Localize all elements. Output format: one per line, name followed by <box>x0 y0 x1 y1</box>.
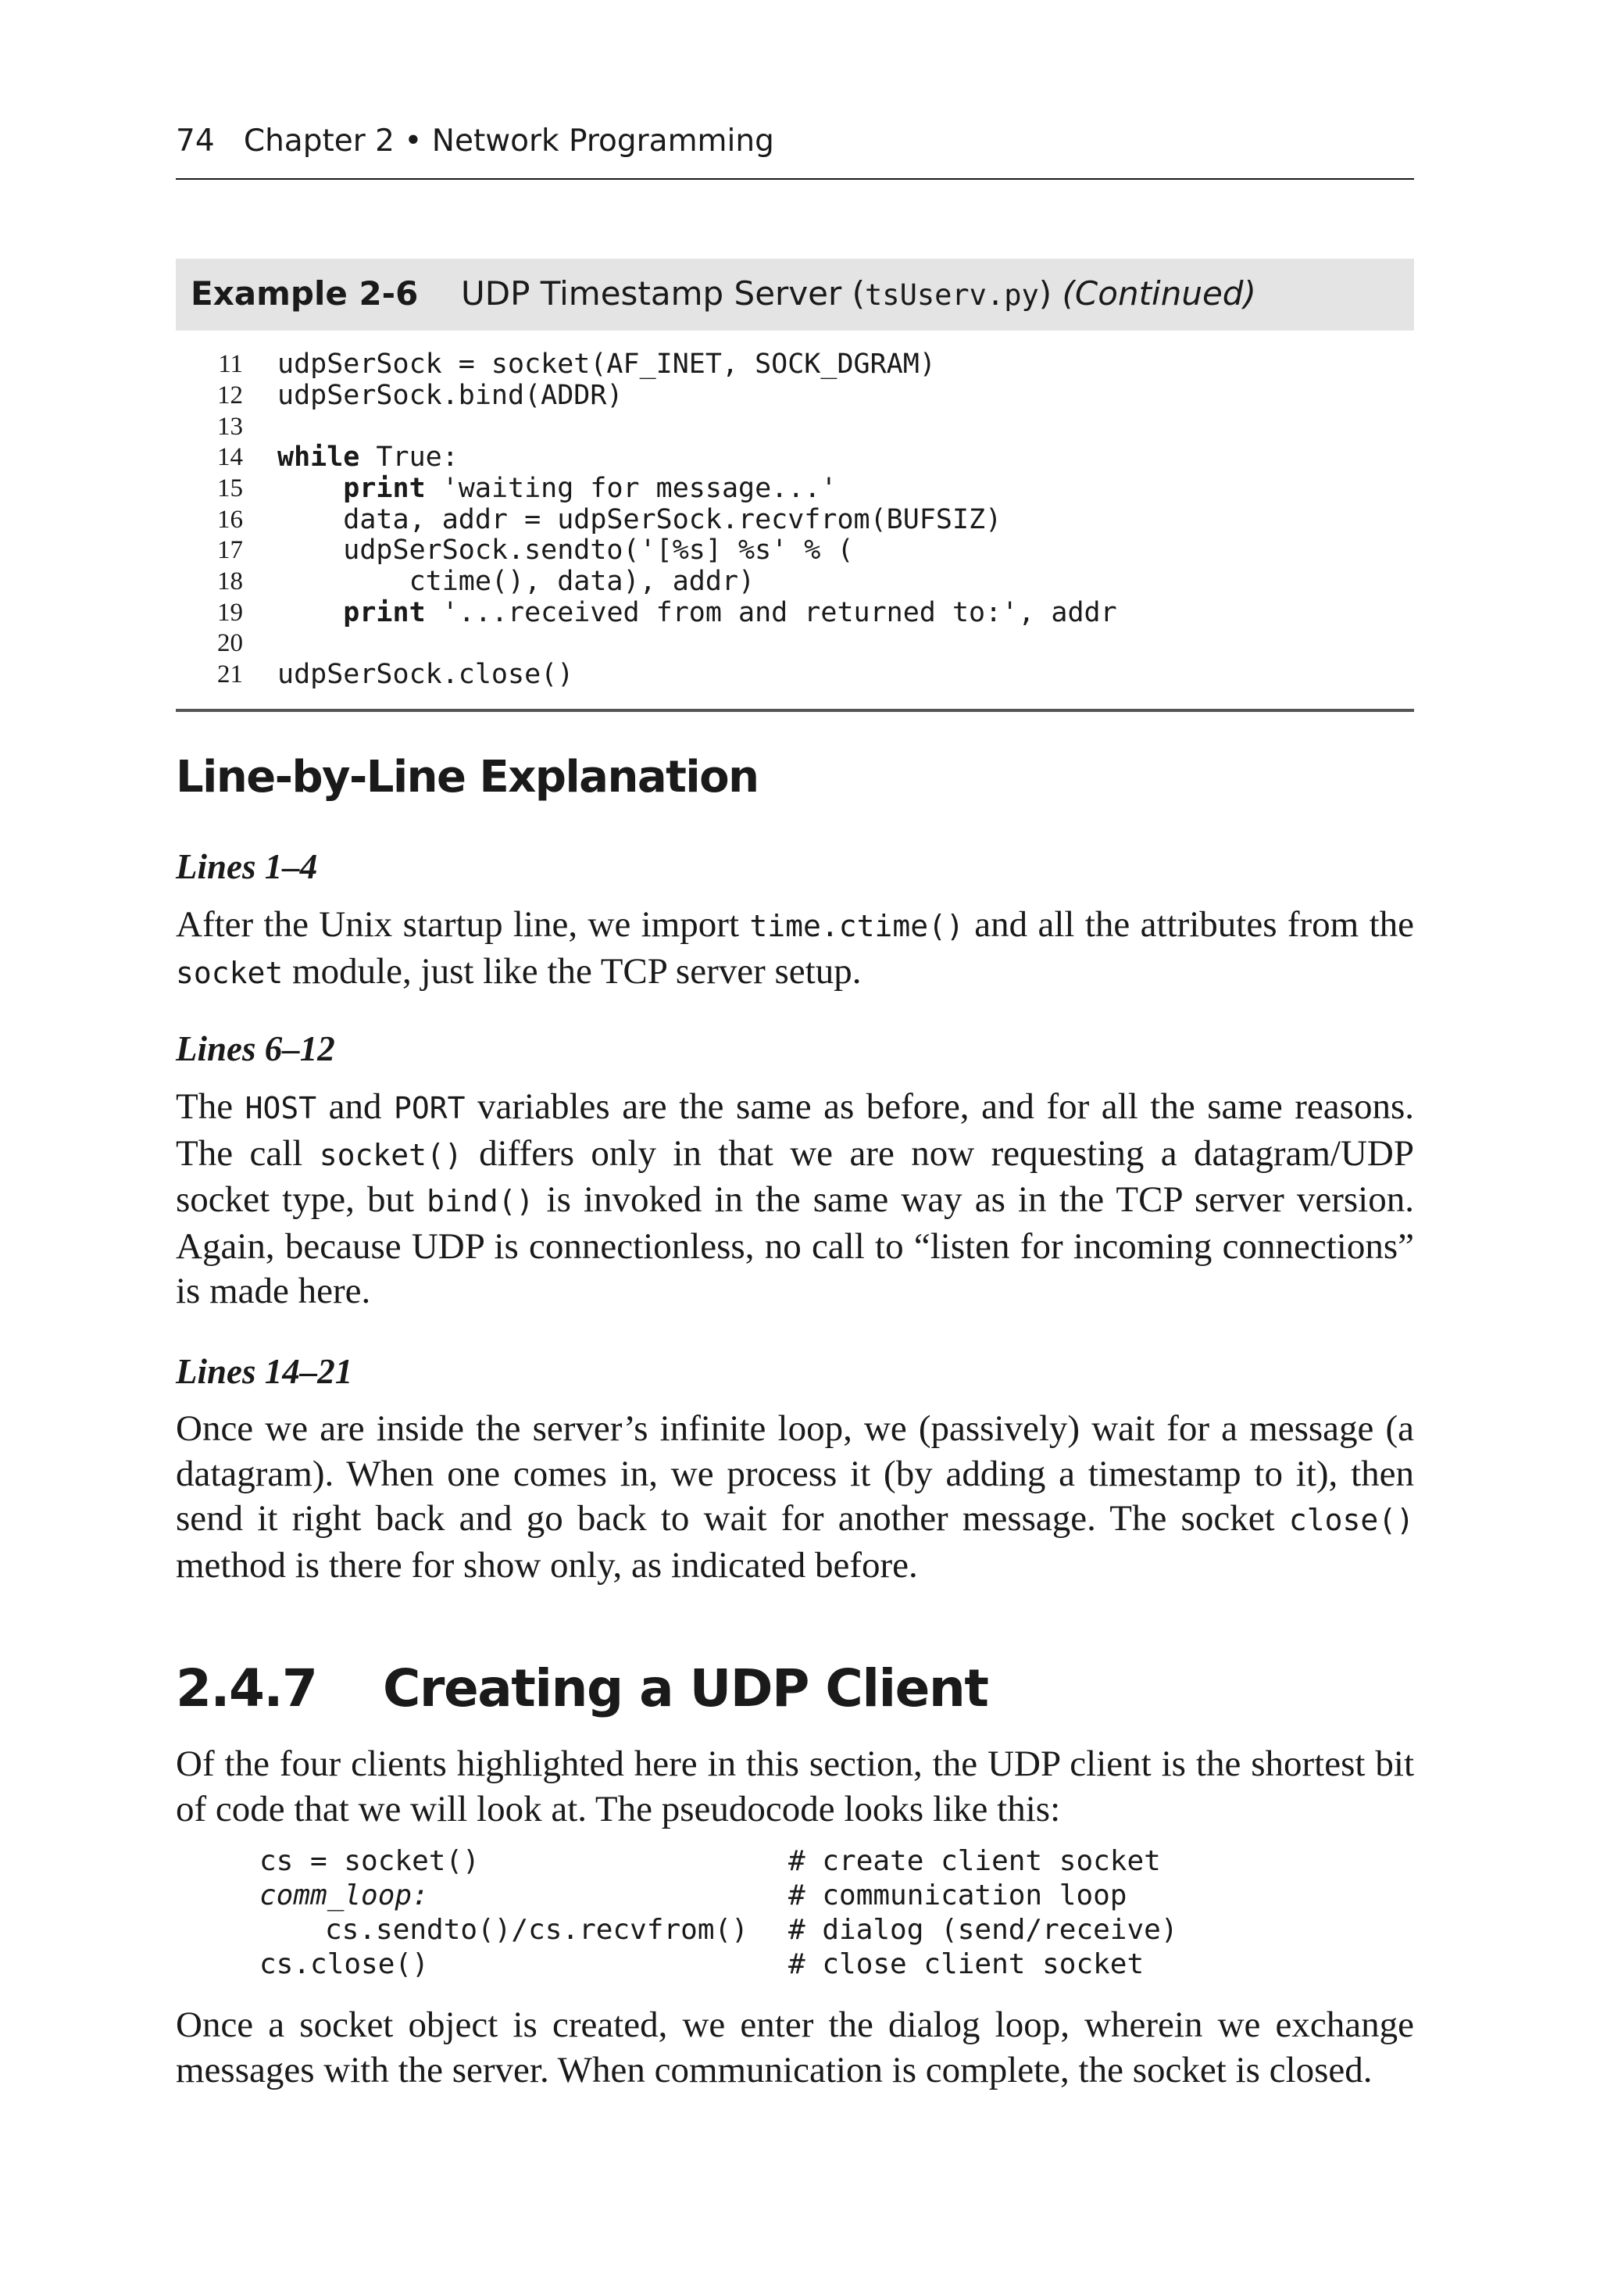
pseudocode-code: cs = socket() <box>259 1845 480 1877</box>
line-number: 21 <box>217 660 243 688</box>
code-rest: udpSerSock = socket(AF_INET, SOCK_DGRAM) <box>277 349 936 380</box>
subsection-intro: Of the four clients highlighted here in this section, the UDP client is the shortest bit of code that we will look at. The pseudocode looks like this: <box>176 1743 1414 1829</box>
code-rest: ctime(), data), addr) <box>277 566 755 597</box>
code-rest: data, addr = udpSerSock.recvfrom(BUFSIZ) <box>277 504 1002 535</box>
example-continued: (Continued) <box>1062 274 1256 313</box>
subhead-lines-14-21: Lines 14–21 <box>176 1352 353 1391</box>
line-number: 13 <box>217 413 243 441</box>
example-title-text: UDP Timestamp Server ( <box>461 274 866 313</box>
para-text: variables are the same as before, and for all the same reasons. The call <box>176 1086 1414 1174</box>
line-number: 14 <box>217 443 243 471</box>
para-text: After the Unix startup line, we import <box>176 904 750 945</box>
page-number: 74 <box>176 123 215 159</box>
para-text: is invoked in the same way as in the TCP server version. Again, because UDP is connectionless, no call to “listen for incoming connections” is made here. <box>176 1179 1414 1311</box>
line-number: 15 <box>217 474 243 502</box>
line-number: 20 <box>217 629 243 657</box>
line-number: 12 <box>217 381 243 409</box>
code-text <box>277 505 1002 535</box>
subsection-title: Creating a UDP Client <box>383 1658 988 1718</box>
subhead-lines-6-12: Lines 6–12 <box>176 1029 335 1068</box>
code-rest: True: <box>359 442 459 473</box>
code-text <box>277 535 854 566</box>
subsection-number: 2.4.7 <box>176 1658 317 1718</box>
running-header <box>176 122 1414 180</box>
code-rest: '...received from and returned to:', addr <box>425 597 1117 628</box>
code-keyword: print <box>277 473 426 504</box>
inline-code: time.ctime() <box>749 909 964 943</box>
inline-code: socket() <box>319 1137 462 1172</box>
code-text <box>277 598 1117 628</box>
line-number: 18 <box>217 567 243 595</box>
code-rest: 'waiting for message...' <box>425 473 838 504</box>
example-caption-bar <box>176 259 1414 331</box>
header-text <box>176 123 774 159</box>
inline-code: HOST <box>245 1091 317 1125</box>
para-text: differs only in that we are now requesting a datagram/UDP socket type, but <box>176 1132 1414 1220</box>
code-rest: udpSerSock.sendto('[%s] %s' % ( <box>277 535 854 566</box>
code-rest: udpSerSock.close() <box>277 659 574 690</box>
subsection-outro: Once a socket object is created, we enter the dialog loop, wherein we exchange messages with the server. When communication is complete, the socket is closed. <box>176 2005 1414 2090</box>
line-number: 17 <box>217 536 243 564</box>
para-text: module, just like the TCP server setup. <box>283 950 862 992</box>
line-number: 11 <box>218 350 243 378</box>
inline-code: bind() <box>427 1184 534 1218</box>
para-text: method is there for show only, as indicated before. <box>176 1544 918 1586</box>
line-number: 16 <box>217 506 243 534</box>
pseudocode-code: cs.sendto()/cs.recvfrom() <box>325 1914 748 1946</box>
para-text: Once we are inside the server’s infinite loop, we (passively) wait for a message (a datagram). When one comes in, we process it (by adding a timestamp to it), then send it right back and go back to wait for another message. The socket <box>176 1408 1414 1539</box>
code-text <box>277 349 936 380</box>
code-text <box>277 442 459 473</box>
pseudocode-code: cs.close() <box>259 1948 429 1980</box>
pseudocode-block <box>259 1844 1275 1985</box>
example-title <box>461 274 1256 313</box>
code-listing <box>176 349 1414 712</box>
paragraph-lines-14-21 <box>176 1407 1414 1588</box>
example-close-paren: ) <box>1038 274 1052 313</box>
example-label: Example 2-6 <box>191 274 419 313</box>
code-text <box>277 660 573 690</box>
code-text <box>277 567 755 597</box>
code-text <box>277 474 837 504</box>
code-rest: udpSerSock.bind(ADDR) <box>277 380 623 411</box>
subhead-lines-1-4: Lines 1–4 <box>176 847 318 886</box>
pseudocode-comment: # create client socket <box>788 1845 1161 1877</box>
pseudocode-comment: # dialog (send/receive) <box>788 1914 1178 1946</box>
code-keyword: while <box>277 442 360 473</box>
paragraph-lines-6-12 <box>176 1085 1414 1314</box>
inline-code: close() <box>1288 1503 1414 1537</box>
line-number: 19 <box>217 599 243 627</box>
paragraph-lines-1-4 <box>176 903 1414 996</box>
pseudocode-code: comm_loop: <box>259 1879 429 1912</box>
pseudocode-comment: # close client socket <box>788 1948 1145 1980</box>
inline-code: socket <box>176 955 284 990</box>
pseudocode-comment: # communication loop <box>788 1879 1127 1912</box>
inline-code: PORT <box>394 1091 466 1125</box>
running-title: Chapter 2 • Network Programming <box>243 123 774 159</box>
para-text: and all the attributes from the <box>963 904 1415 945</box>
example-filename: tsUserv.py <box>865 278 1039 312</box>
para-text: The <box>176 1086 245 1127</box>
para-text: and <box>316 1086 395 1127</box>
code-keyword: print <box>277 597 426 628</box>
section-heading: Line-by-Line Explanation <box>176 752 759 803</box>
code-text <box>277 381 623 411</box>
